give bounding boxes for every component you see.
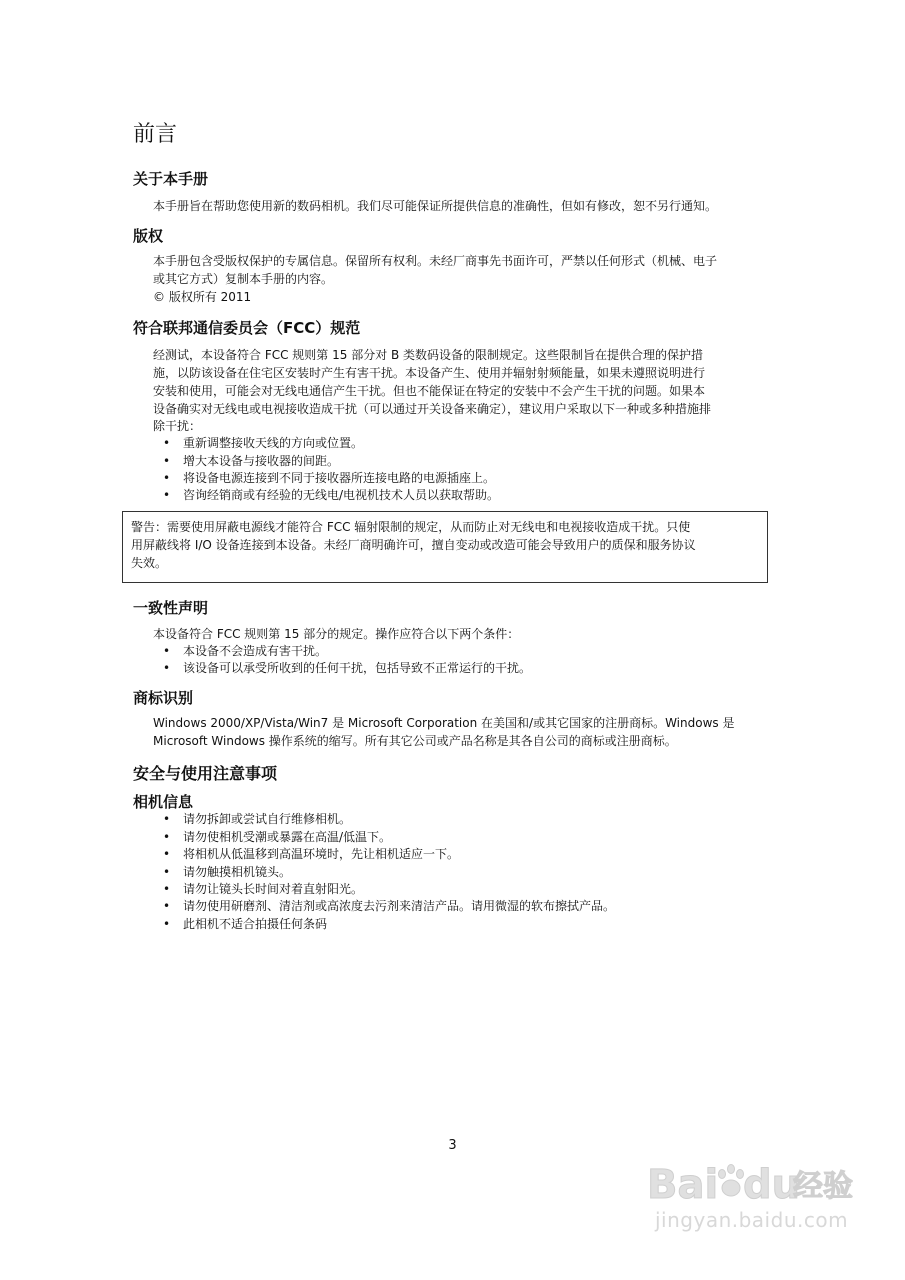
bullet-icon: • <box>163 454 171 468</box>
copyright-line-1: 本手册包含受版权保护的专属信息。保留所有权利。未经厂商事先书面许可，严禁以任何形式（机械、电子 <box>153 254 718 268</box>
watermark-brand-cn: 经验 <box>793 1169 853 1204</box>
list-item: • 增大本设备与接收器的间距。 <box>163 454 340 468</box>
warning-line-2: 用屏蔽线将 I/O 设备连接到本设备。未经厂商明确许可，擅自变动或改造可能会导致用户的质保和服务协议 <box>131 538 696 552</box>
list-item: • 请勿触摸相机镜头。 <box>163 865 292 879</box>
bullet-icon: • <box>163 830 171 844</box>
list-item: • 该设备可以承受所收到的任何干扰，包括导致不正常运行的干扰。 <box>163 661 532 675</box>
fcc-line-5: 除干扰： <box>153 419 202 433</box>
bullet-icon: • <box>163 865 171 879</box>
watermark-brand-left: Bai <box>647 1162 719 1208</box>
fcc-line-2: 施，以防该设备在住宅区安装时产生有害干扰。本设备产生、使用并辐射射频能量，如果未遵照说明进行 <box>153 366 706 380</box>
bullet-icon: • <box>163 917 171 931</box>
list-item: • 请勿拆卸或尝试自行维修相机。 <box>163 812 352 826</box>
fcc-line-1: 经测试，本设备符合 FCC 规则第 15 部分对 B 类数码设备的限制规定。这些限制旨在提供合理的保护措 <box>153 348 704 362</box>
bullet-icon: • <box>163 471 171 485</box>
section-heading-copyright: 版权 <box>133 227 164 245</box>
section-heading-conformity: 一致性声明 <box>133 599 209 617</box>
paw-icon <box>719 1165 744 1197</box>
section-heading-about: 关于本手册 <box>133 170 209 188</box>
warning-box <box>122 511 768 583</box>
list-item: • 请勿让镜头长时间对着直射阳光。 <box>163 882 364 896</box>
list-item: • 将设备电源连接到不同于接收器所连接电路的电源插座上。 <box>163 471 496 485</box>
watermark-url: jingyan.baidu.com <box>655 1208 849 1232</box>
bullet-icon: • <box>163 882 171 896</box>
watermark-brand-right: du <box>743 1162 801 1208</box>
warning-line-3: 失效。 <box>131 556 168 570</box>
subheading-camera-info: 相机信息 <box>133 793 194 811</box>
copyright-line-2: 或其它方式）复制本手册的内容。 <box>153 272 334 286</box>
list-item: • 咨询经销商或有经验的无线电/电视机技术人员以获取帮助。 <box>163 488 500 502</box>
bullet-icon: • <box>163 812 171 826</box>
trademark-line-1: Windows 2000/XP/Vista/Win7 是 Microsoft Corporation 在美国和/或其它国家的注册商标。Windows 是 <box>153 716 735 730</box>
section-heading-safety: 安全与使用注意事项 <box>133 764 278 783</box>
bullet-icon: • <box>163 436 171 450</box>
trademark-line-2: Microsoft Windows 操作系统的缩写。所有其它公司或产品名称是其各自公司的商标或注册商标。 <box>153 734 677 748</box>
bullet-icon: • <box>163 661 171 675</box>
bullet-icon: • <box>163 899 171 913</box>
copyright-line-3: © 版权所有 2011 <box>153 290 252 304</box>
warning-line-1: 警告：需要使用屏蔽电源线才能符合 FCC 辐射限制的规定，从而防止对无线电和电视接收造成干扰。只使 <box>131 520 691 534</box>
list-item: • 请勿使用研磨剂、清洁剂或高浓度去污剂来清洁产品。请用微湿的软布擦拭产品。 <box>163 899 616 913</box>
bullet-icon: • <box>163 488 171 502</box>
fcc-line-3: 安装和使用，可能会对无线电通信产生干扰。但也不能保证在特定的安装中不会产生干扰的问题。如果本 <box>153 384 706 398</box>
section-heading-trademark: 商标识别 <box>133 689 194 707</box>
list-item: • 将相机从低温移到高温环境时，先让相机适应一下。 <box>163 847 460 861</box>
bullet-icon: • <box>163 847 171 861</box>
section-heading-fcc: 符合联邦通信委员会（FCC）规范 <box>133 319 361 337</box>
page-title: 前言 <box>133 122 178 147</box>
list-item: • 本设备不会造成有害干扰。 <box>163 644 328 658</box>
list-item: • 此相机不适合拍摄任何条码 <box>163 917 328 931</box>
fcc-line-4: 设备确实对无线电或电视接收造成干扰（可以通过开关设备来确定），建议用户采取以下一种或多种措施排 <box>153 402 712 416</box>
conformity-text: 本设备符合 FCC 规则第 15 部分的规定。操作应符合以下两个条件： <box>153 627 520 641</box>
page-number: 3 <box>448 1138 457 1153</box>
list-item: • 请勿使相机受潮或暴露在高温/低温下。 <box>163 830 392 844</box>
about-text: 本手册旨在帮助您使用新的数码相机。我们尽可能保证所提供信息的准确性，但如有修改，恕不另行通知。 <box>153 199 718 213</box>
list-item: • 重新调整接收天线的方向或位置。 <box>163 436 364 450</box>
bullet-icon: • <box>163 644 171 658</box>
